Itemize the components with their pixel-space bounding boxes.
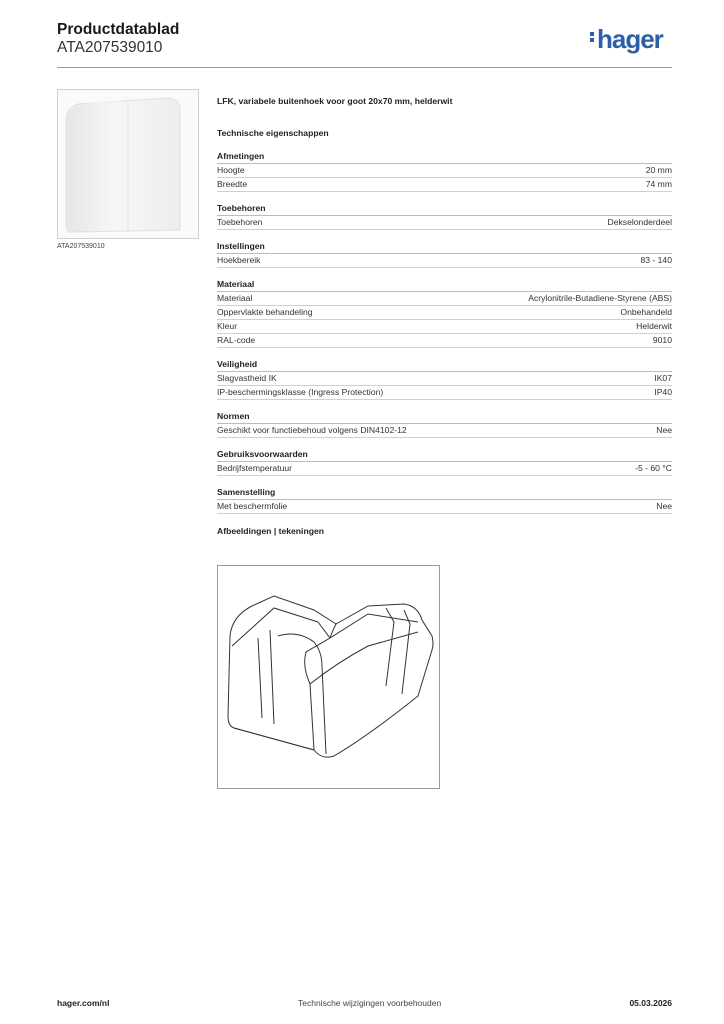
page-title: Productdatablad xyxy=(57,21,180,38)
footer-date: 05.03.2026 xyxy=(629,998,672,1008)
spec-value: 9010 xyxy=(652,335,672,345)
spec-label: Slagvastheid IK xyxy=(217,373,277,383)
spec-value: Dekselonderdeel xyxy=(607,217,672,227)
spec-label: Geschikt voor functiebehoud volgens DIN4102-12 xyxy=(217,425,407,435)
footer-notice: Technische wijzigingen voorbehouden xyxy=(298,998,442,1008)
spec-label: Hoogte xyxy=(217,165,245,175)
spec-row xyxy=(217,372,672,386)
spec-row xyxy=(217,462,672,476)
spec-row xyxy=(217,216,672,230)
spec-group xyxy=(217,241,672,268)
spec-row xyxy=(217,306,672,320)
hager-logo xyxy=(590,24,663,55)
spec-label: Oppervlakte behandeling xyxy=(217,307,313,317)
spec-section xyxy=(217,96,672,536)
spec-row xyxy=(217,500,672,514)
footer-website: hager.com/nl xyxy=(57,998,110,1008)
spec-group-title: Materiaal xyxy=(217,279,672,292)
spec-group-title: Toebehoren xyxy=(217,203,672,216)
spec-groups xyxy=(217,151,672,514)
spec-row xyxy=(217,178,672,192)
spec-group xyxy=(217,449,672,476)
spec-group xyxy=(217,279,672,348)
spec-label: Kleur xyxy=(217,321,238,331)
spec-label: RAL-code xyxy=(217,335,256,345)
spec-value: Acrylonitrile-Butadiene-Styrene (ABS) xyxy=(528,293,672,303)
spec-group-title: Gebruiksvoorwaarden xyxy=(217,449,672,462)
spec-group xyxy=(217,359,672,400)
logo-text: hager xyxy=(597,24,663,54)
header-divider xyxy=(57,67,672,68)
product-photo-icon xyxy=(58,90,198,238)
product-thumbnail xyxy=(57,89,199,239)
spec-row xyxy=(217,292,672,306)
spec-label: Met beschermfolie xyxy=(217,501,288,511)
spec-value: -5 - 60 °C xyxy=(635,463,672,473)
spec-row xyxy=(217,386,672,400)
spec-group xyxy=(217,203,672,230)
spec-group-title: Veiligheid xyxy=(217,359,672,372)
spec-group xyxy=(217,487,672,514)
spec-group-title: Normen xyxy=(217,411,672,424)
thumbnail-caption: ATA207539010 xyxy=(57,243,105,250)
spec-label: Materiaal xyxy=(217,293,253,303)
images-title: Afbeeldingen | tekeningen xyxy=(217,526,324,536)
logo-dots-icon xyxy=(590,30,595,44)
spec-label: Breedte xyxy=(217,179,248,189)
spec-value: Onbehandeld xyxy=(620,307,672,317)
spec-group-title: Afmetingen xyxy=(217,151,672,164)
spec-group-title: Instellingen xyxy=(217,241,672,254)
spec-value: IK07 xyxy=(654,373,672,383)
spec-row xyxy=(217,424,672,438)
spec-value: IP40 xyxy=(654,387,672,397)
spec-row xyxy=(217,320,672,334)
spec-row xyxy=(217,254,672,268)
product-title: LFK, variabele buitenhoek voor goot 20x70 mm, helderwit xyxy=(217,96,453,106)
corner-drawing-icon xyxy=(218,566,439,788)
tech-properties-title: Technische eigenschappen xyxy=(217,128,329,138)
spec-label: Bedrijfstemperatuur xyxy=(217,463,292,473)
spec-value: Nee xyxy=(656,501,672,511)
spec-label: IP-beschermingsklasse (Ingress Protection) xyxy=(217,387,384,397)
spec-group xyxy=(217,151,672,192)
spec-value: Nee xyxy=(656,425,672,435)
spec-value: Helderwit xyxy=(636,321,672,331)
article-number: ATA207539010 xyxy=(57,39,163,56)
spec-row xyxy=(217,164,672,178)
technical-drawing xyxy=(217,565,440,789)
spec-label: Hoekbereik xyxy=(217,255,261,265)
spec-row xyxy=(217,334,672,348)
spec-value: 83 - 140 xyxy=(640,255,672,265)
spec-value: 74 mm xyxy=(645,179,672,189)
spec-label: Toebehoren xyxy=(217,217,263,227)
spec-group-title: Samenstelling xyxy=(217,487,672,500)
spec-value: 20 mm xyxy=(645,165,672,175)
spec-group xyxy=(217,411,672,438)
